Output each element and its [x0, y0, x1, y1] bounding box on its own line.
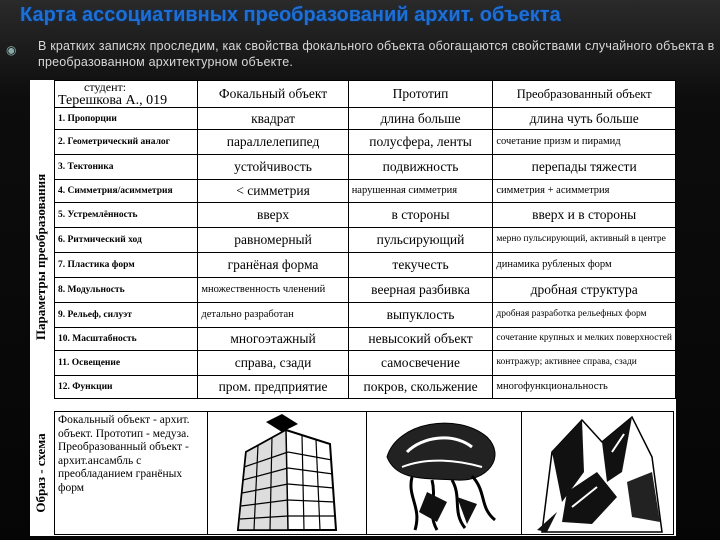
focal-cell: детально разработан — [198, 303, 348, 328]
student-label: студент: — [84, 80, 127, 94]
prototype-cell: длина больше — [348, 108, 493, 130]
transformed-cell: динамика рубленых форм — [493, 253, 676, 278]
transformed-cell: мерно пульсирующий, активный в центре — [493, 228, 676, 253]
focal-cell: равномерный — [198, 228, 348, 253]
focal-cell: множественность членений — [198, 278, 348, 303]
ensemble-sketch-icon — [522, 412, 673, 534]
param-cell: 12. Функции — [55, 376, 198, 399]
table-row — [55, 180, 676, 203]
jellyfish-sketch-icon — [367, 412, 521, 534]
param-cell: 3. Тектоника — [55, 155, 198, 180]
slide-subtitle: В кратких записях проследим, как свойства фокального объекта обогащаются свойствами случайного объекта в преобразованном архитектурном объекте. — [38, 39, 715, 69]
transformed-cell: многофункциональность — [493, 376, 676, 399]
param-cell: 1. Пропорции — [55, 108, 198, 130]
focal-cell: пром. предприятие — [198, 376, 348, 399]
param-cell: 2. Геометрический аналог — [55, 130, 198, 155]
legend-text: Фокальный объект - архит. объект. Прототип - медуза. Преобразованный объект - архит.ансамбль с преобладанием гранёных форм — [58, 414, 190, 494]
focal-cell: многоэтажный — [198, 328, 348, 351]
prototype-cell: подвижность — [348, 155, 493, 180]
focal-cell: справа, сзади — [198, 351, 348, 376]
transformed-sketch — [522, 412, 673, 534]
param-cell: 6. Ритмический ход — [55, 228, 198, 253]
prototype-cell: пульсирующий — [348, 228, 493, 253]
col-prototype: Прототип — [348, 81, 493, 108]
transformed-cell: перепады тяжести — [493, 155, 676, 180]
transformed-cell: вверх и в стороны — [493, 203, 676, 228]
association-table — [54, 80, 676, 399]
table-row — [55, 376, 676, 399]
legend-cell — [55, 412, 208, 534]
table-row — [55, 351, 676, 376]
prototype-cell: невысокий объект — [348, 328, 493, 351]
param-cell: 5. Устремлённость — [55, 203, 198, 228]
param-cell: 9. Рельеф, силуэт — [55, 303, 198, 328]
table-row — [55, 155, 676, 180]
focal-cell: квадрат — [198, 108, 348, 130]
prototype-cell: полусфера, ленты — [348, 130, 493, 155]
prototype-cell: текучесть — [348, 253, 493, 278]
bullet-icon: ◉ — [6, 43, 17, 57]
table-row — [55, 228, 676, 253]
table-row — [55, 253, 676, 278]
table-row — [55, 130, 676, 155]
prototype-cell: нарушенная симметрия — [348, 180, 493, 203]
prototype-cell: самосвечение — [348, 351, 493, 376]
table-row — [55, 108, 676, 130]
focal-sketch — [208, 412, 367, 534]
scanned-table-sheet — [30, 80, 676, 536]
param-cell: 8. Модульность — [55, 278, 198, 303]
transformed-cell: симметрия + асимметрия — [493, 180, 676, 203]
side-label-params: Параметры преобразования — [30, 106, 52, 408]
table-row — [55, 328, 676, 351]
prototype-sketch — [367, 412, 522, 534]
col-transformed: Преобразованный объект — [493, 81, 676, 108]
prototype-cell: в стороны — [348, 203, 493, 228]
transformed-cell: контражур; активнее справа, сзади — [493, 351, 676, 376]
side-label-image: Образ - схема — [30, 412, 52, 534]
transformed-cell: дробная разработка рельефных форм — [493, 303, 676, 328]
table-row — [55, 303, 676, 328]
header-row — [55, 81, 676, 108]
focal-cell: вверх — [198, 203, 348, 228]
transformed-cell: сочетание призм и пирамид — [493, 130, 676, 155]
prototype-cell: покров, скольжение — [348, 376, 493, 399]
transformed-cell: сочетание крупных и мелких поверхностей — [493, 328, 676, 351]
table-row — [55, 203, 676, 228]
table-row — [55, 278, 676, 303]
focal-cell: гранёная форма — [198, 253, 348, 278]
slide-title: Карта ассоциативных преобразований архит. объекта — [20, 4, 561, 26]
param-cell: 7. Пластика форм — [55, 253, 198, 278]
student-cell — [55, 81, 198, 108]
focal-cell: параллелепипед — [198, 130, 348, 155]
col-focal: Фокальный объект — [198, 81, 348, 108]
image-scheme-row — [54, 411, 674, 535]
param-cell: 10. Масштабность — [55, 328, 198, 351]
building-sketch-icon — [208, 412, 366, 534]
transformed-cell: длина чуть больше — [493, 108, 676, 130]
param-cell: 11. Освещение — [55, 351, 198, 376]
focal-cell: устойчивость — [198, 155, 348, 180]
param-cell: 4. Симметрия/асимметрия — [55, 180, 198, 203]
student-name: Терешкова А., 019 — [58, 93, 168, 108]
prototype-cell: выпуклость — [348, 303, 493, 328]
focal-cell: < симметрия — [198, 180, 348, 203]
prototype-cell: веерная разбивка — [348, 278, 493, 303]
transformed-cell: дробная структура — [493, 278, 676, 303]
